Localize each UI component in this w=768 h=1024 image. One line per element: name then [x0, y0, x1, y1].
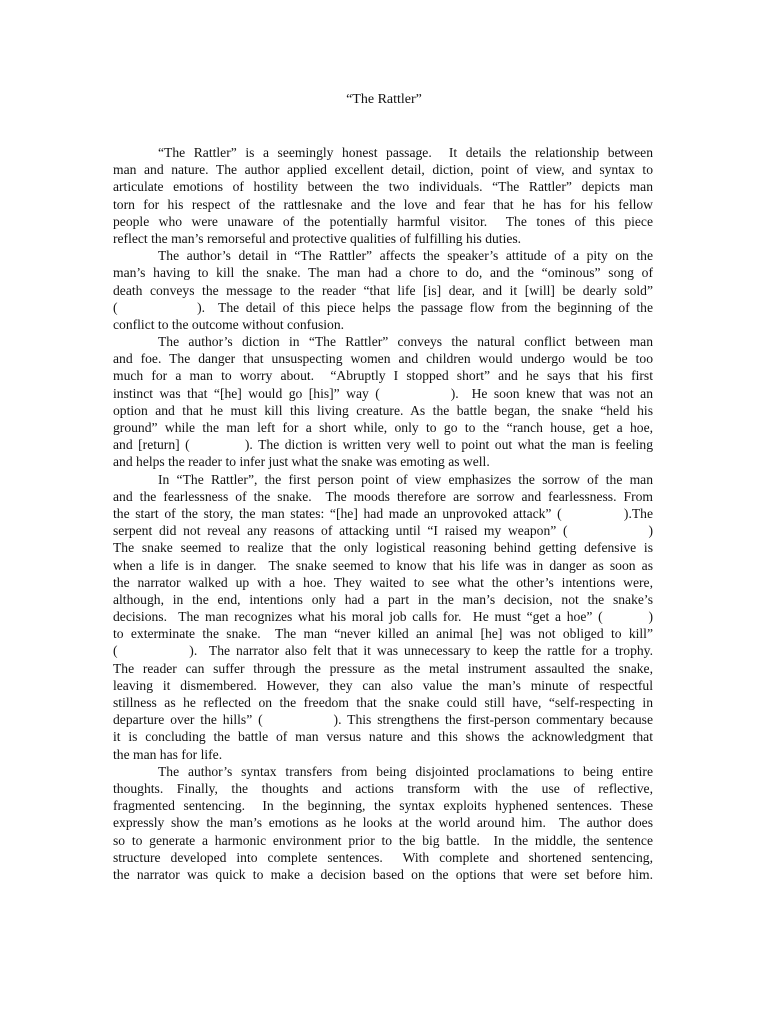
text-line: and helps the reader to infer just what the snake was emoting as well. [113, 454, 490, 470]
text-line: man’s having to kill the snake. The man had a chore to do, and the “ominous” song of [113, 265, 653, 281]
text-line: The snake seemed to realize that the only logistical reasoning behind getting defensive is [113, 540, 653, 556]
text-line: the narrator walked up with a hoe. They waited to see what the other’s intentions were, [113, 574, 653, 590]
text-line: decisions. The man recognizes what his moral job calls for. He must “get a hoe” ( ) [113, 609, 653, 625]
text-line: In “The Rattler”, the first person point of view emphasizes the sorrow of the man [158, 471, 653, 487]
text-line: “The Rattler” is a seemingly honest passage. It details the relationship between [158, 145, 653, 160]
text-line: conflict to the outcome without confusion. [113, 316, 345, 332]
text-line: leaving it dismembered. However, they can also value the man’s minute of respectful [113, 677, 653, 693]
text-line: fragmented sentencing. In the beginning, the syntax exploits hyphened sentences. These [113, 798, 653, 814]
text-line: thoughts. Finally, the thoughts and actions transform with the use of reflective, [113, 780, 653, 796]
text-line: much for a man to worry about. “Abruptly I stopped short” and he says that his first [113, 368, 653, 384]
text-line: when a life is in danger. The snake seemed to know that his life was in danger as soon as [113, 557, 653, 573]
text-line: it is concluding the battle of man versus nature and this shows the acknowledgment that [113, 729, 653, 745]
text-line: to exterminate the snake. The man “never killed an animal [he] was not obliged to kill” [113, 626, 653, 642]
text-line: the man has for life. [113, 746, 223, 762]
text-line: structure developed into complete sentences. With complete and shortened sentencing, [113, 849, 653, 865]
text-line: and foe. The danger that unsuspecting women and children would undergo would be too [113, 351, 653, 367]
text-line: ground” while the man left for a short while, only to go to the “ranch house, get a hoe, [113, 420, 653, 435]
text-line: stillness as he reflected on the freedom that the snake could still have, “self-respecting in [113, 695, 653, 710]
text-line: the start of the story, the man states: “[he] had made an unprovoked attack” ( ).The [113, 505, 653, 521]
text-line: so to generate a harmonic environment prior to the big battle. In the middle, the sentence [113, 832, 653, 848]
text-line: The author’s detail in “The Rattler” affects the speaker’s attitude of a pity on the [158, 248, 653, 264]
text-line: option and that he must kill this living creature. As the battle began, the snake “held his [113, 402, 653, 418]
text-line: death conveys the message to the reader “that life [is] dear, and it [will] be dearly sold” [113, 282, 653, 298]
text-line: although, in the end, intentions only had a part in the man’s decision, not the snake’s [113, 591, 653, 607]
text-line: The author’s diction in “The Rattler” conveys the natural conflict between man [158, 334, 653, 350]
text-line: and the fearlessness of the snake. The moods therefore are sorrow and fearlessness. From [113, 488, 653, 504]
text-line: people who were unaware of the potentially harmful visitor. The tones of this piece [113, 213, 653, 229]
text-line: The author’s syntax transfers from being disjointed proclamations to being entire [158, 763, 653, 779]
text-line: man and nature. The author applied excellent detail, diction, point of view, and syntax to [113, 162, 653, 178]
text-line: torn for his respect of the rattlesnake and the love and fear that he has for his fellow [113, 196, 653, 212]
document-title: “The Rattler” [346, 92, 422, 107]
text-line: departure over the hills” ( ). This strengthens the first-person commentary because [113, 712, 653, 728]
text-line: ( ). The narrator also felt that it was unnecessary to keep the rattle for a trophy. [113, 643, 653, 659]
document-body [113, 144, 653, 883]
text-line: and [return] ( ). The diction is written very well to point out what the man is feeling [113, 437, 653, 453]
text-line: serpent did not reveal any reasons of attacking until “I raised my weapon” ( ) [113, 523, 653, 539]
text-line: instinct was that “[he] would go [his]” way ( ). He soon knew that was not an [113, 385, 653, 401]
text-line: ( ). The detail of this piece helps the passage flow from the beginning of the [113, 299, 653, 315]
text-line: expressly show the man’s emotions as he looks at the world around him. The author does [113, 815, 653, 831]
text-line: the narrator was quick to make a decision based on the options that were set before him. [113, 866, 653, 882]
text-line: The reader can suffer through the pressure as the metal instrument assaulted the snake, [113, 660, 653, 676]
text-line: articulate emotions of hostility between the two individuals. “The Rattler” depicts man [113, 179, 653, 195]
text-line: reflect the man’s remorseful and protective qualities of fulfilling his duties. [113, 230, 522, 246]
